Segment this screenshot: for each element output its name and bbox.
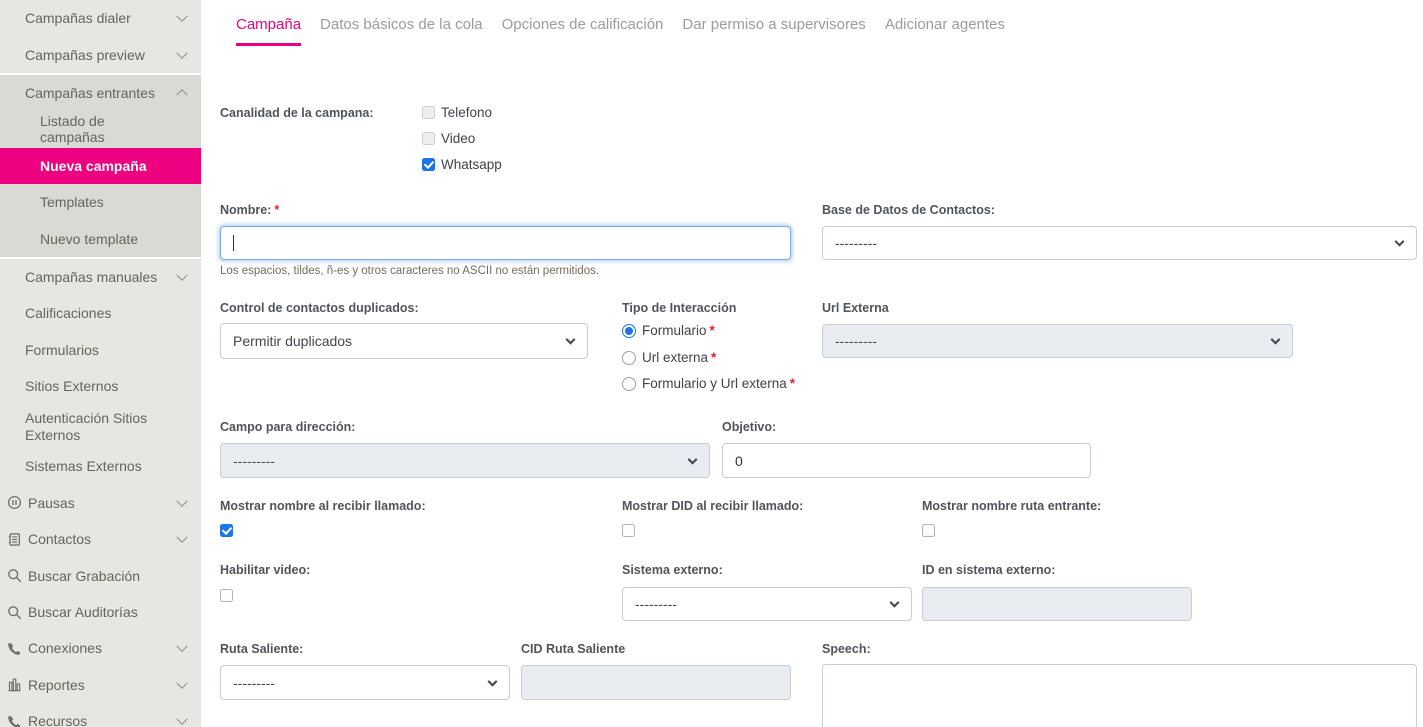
tipo-option-formulario: Formulario * [622,323,715,338]
sidebar-item-label: Nuevo template [40,230,139,247]
chevron-down-icon [1271,335,1281,345]
tipo-interaccion-label: Tipo de Interacción [622,301,737,315]
sidebar-item-label: Sitios Externos [25,378,119,395]
chevron-down-icon [176,495,187,506]
chevron-down-icon [566,335,576,345]
chevron-down-icon [176,270,187,281]
cid-ruta-saliente-input[interactable] [521,665,791,700]
search-icon [7,568,22,583]
mostrar-nombre-label: Mostrar nombre al recibir llamado: [220,499,426,513]
sidebar-item-campanas-manuales[interactable] [0,259,201,295]
speech-textarea[interactable] [822,664,1417,727]
sidebar-item-label: Listado de campañas [40,113,105,146]
sidebar-item-reportes[interactable] [0,667,201,703]
sidebar-item-recursos[interactable] [0,703,201,727]
video-checkbox[interactable] [422,132,435,145]
chevron-down-icon [176,641,187,652]
bd-contactos-label: Base de Datos de Contactos: [822,203,995,217]
sidebar-item-label: Buscar Grabación [28,567,141,584]
url-externa-radio[interactable] [622,351,636,365]
mostrar-ruta-checkbox[interactable] [922,524,935,537]
sidebar-item-label: Campañas manuales [25,268,158,285]
sidebar-item-calificaciones[interactable] [0,295,201,331]
mostrar-did-label: Mostrar DID al recibir llamado: [622,499,804,513]
sidebar-item-conexiones[interactable] [0,630,201,666]
habilitar-video-checkbox[interactable] [220,589,233,602]
tab-bar [236,16,1024,46]
sidebar-item-label: Recursos [28,713,88,727]
sidebar-item-label: Contactos [28,531,92,548]
speech-label: Speech: [822,642,871,656]
sidebar-item-autenticacion-sitios-externos[interactable] [0,404,201,448]
bd-contactos-select[interactable]: --------- [822,226,1417,260]
chevron-up-icon [176,89,187,100]
sidebar-item-sistemas-externos[interactable] [0,448,201,484]
chevron-down-icon [176,677,187,688]
chevron-down-icon [890,598,900,608]
mostrar-nombre-checkbox[interactable] [220,524,233,537]
canalidad-option-telefono: Telefono [422,105,492,120]
formulario-y-url-externa-radio[interactable] [622,377,636,391]
chevron-down-icon [176,532,187,543]
main-content [201,0,1423,727]
canalidad-option-video: Video [422,131,475,146]
id-sistema-externo-label: ID en sistema externo: [922,563,1056,577]
sidebar-item-label: Nueva campaña [40,157,147,174]
nombre-help-text: Los espacios, tildes, ñ-es y otros caracteres no ASCII no están permitidos. [220,265,600,277]
tipo-option-formulario-y-url-externa: Formulario y Url externa * [622,376,795,391]
sidebar [0,0,201,727]
sidebar-item-campanas-preview[interactable] [0,36,201,72]
search-icon [7,605,22,620]
sidebar-group-campanas-entrantes [0,73,201,259]
chevron-down-icon [488,676,498,686]
tab-campana[interactable]: Campaña [236,16,301,46]
required-asterisk: * [709,323,715,338]
sidebar-item-label: Formularios [25,341,99,358]
cid-ruta-saliente-label: CID Ruta Saliente [521,642,626,656]
chevron-down-icon [176,47,187,58]
sidebar-item-nuevo-template[interactable] [0,220,201,256]
id-sistema-externo-input[interactable] [922,587,1192,621]
telefono-checkbox[interactable] [422,106,435,119]
sidebar-item-label: Calificaciones [25,305,112,322]
mostrar-ruta-label: Mostrar nombre ruta entrante: [922,499,1102,513]
campo-direccion-label: Campo para dirección: [220,420,356,434]
sidebar-item-label: Campañas entrantes [25,84,155,101]
sidebar-item-buscar-grabacion[interactable] [0,557,201,593]
sidebar-item-label: Autenticación Sitios Externos [25,409,148,444]
required-asterisk: * [711,350,717,365]
habilitar-video-label: Habilitar video: [220,563,311,577]
control-duplicados-label: Control de contactos duplicados: [220,301,419,315]
objetivo-label: Objetivo: [722,420,777,434]
sidebar-item-label: Sistemas Externos [25,458,142,475]
chevron-down-icon [176,714,187,725]
tab-datos-basicos-de-la-cola[interactable]: Datos básicos de la cola [320,16,483,33]
tab-dar-permiso-a-supervisores[interactable]: Dar permiso a supervisores [682,16,866,33]
url-externa-select[interactable]: --------- [822,324,1293,358]
sidebar-item-buscar-auditorias[interactable] [0,594,201,630]
contacts-icon [7,532,22,547]
control-duplicados-select[interactable]: Permitir duplicados [220,323,588,359]
canalidad-option-whatsapp: Whatsapp [422,157,502,172]
formulario-radio[interactable] [622,324,636,338]
sidebar-item-campanas-dialer[interactable] [0,0,201,36]
required-asterisk: * [789,376,796,391]
sidebar-item-label: Campañas preview [25,46,145,63]
sidebar-item-label: Conexiones [28,640,102,657]
canalidad-label: Canalidad de la campana: [220,106,374,120]
ruta-saliente-select[interactable]: --------- [220,665,510,700]
sidebar-item-label: Templates [40,194,104,211]
url-externa-label: Url Externa [822,301,889,315]
sidebar-item-sitios-externos[interactable] [0,368,201,404]
sidebar-item-campanas-entrantes[interactable] [0,75,201,111]
required-asterisk: * [274,203,280,217]
sidebar-item-nueva-campana[interactable] [0,148,201,184]
text-caret [233,235,234,251]
sidebar-item-label: Reportes [28,676,85,693]
ruta-saliente-label: Ruta Saliente: [220,642,304,656]
sidebar-item-label: Buscar Auditorías [28,604,138,621]
tipo-option-url-externa: Url externa * [622,350,716,365]
sidebar-item-templates[interactable] [0,184,201,220]
chevron-down-icon [176,11,187,22]
sidebar-item-label: Campañas dialer [25,10,131,27]
tab-adicionar-agentes[interactable]: Adicionar agentes [884,16,1005,33]
sidebar-item-formularios[interactable] [0,332,201,368]
pause-icon [7,495,22,510]
sistema-externo-select[interactable]: --------- [622,587,912,621]
whatsapp-checkbox[interactable] [422,158,435,171]
tab-opciones-de-calificacion[interactable]: Opciones de calificación [501,16,664,33]
chevron-down-icon [1395,237,1405,247]
sistema-externo-label: Sistema externo: [622,563,723,577]
chart-icon [7,677,22,692]
chevron-down-icon [688,454,698,464]
nombre-label: Nombre: * [220,203,280,217]
sidebar-item-label: Pausas [28,494,75,511]
phone-icon [7,714,22,727]
sidebar-item-listado-de-campanas[interactable] [0,111,201,147]
objetivo-input[interactable]: 0 [722,443,1091,478]
nombre-input[interactable] [220,226,791,260]
sidebar-item-contactos[interactable] [0,521,201,557]
sidebar-item-pausas[interactable] [0,485,201,521]
campo-direccion-select[interactable]: --------- [220,443,710,478]
phone-icon [7,641,22,656]
mostrar-did-checkbox[interactable] [622,524,635,537]
